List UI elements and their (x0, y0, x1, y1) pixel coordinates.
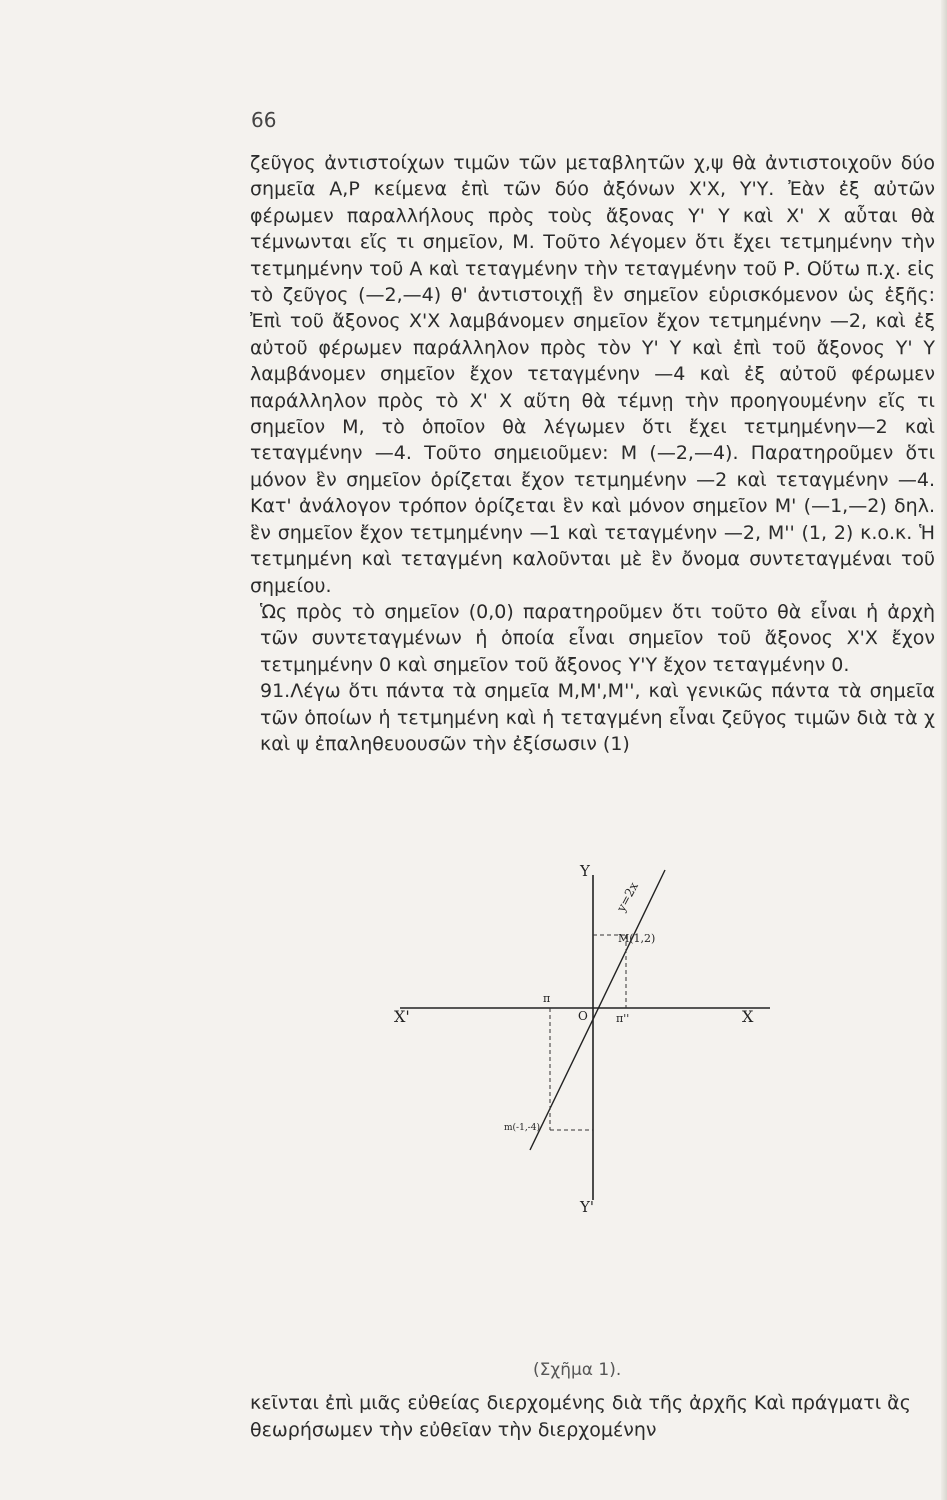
label-origin: O (578, 1009, 588, 1023)
label-pi-right: π'' (616, 1012, 630, 1025)
label-x-left: X' (394, 1007, 410, 1026)
label-y-bottom: Y' (580, 1198, 595, 1216)
label-line: y=2x (613, 879, 641, 915)
page-number: 66 (251, 108, 277, 132)
label-point-lower: m(-1,-4) (504, 1123, 540, 1133)
page-edge-shadow (941, 0, 947, 1500)
label-x-right: X (742, 1007, 754, 1026)
coordinate-figure (380, 850, 790, 1220)
paragraph-3: 91.Λέγω ὅτι πάντα τὰ σημεῖα Μ,Μ',Μ'', καὶ γενικῶς πάντα τὰ σημεῖα τῶν ὁποίων ἡ τετμημένη καὶ ἡ τεταγμένη εἶναι ζεῦγος τιμῶν διὰ τὰ χ καὶ ψ ἐπαληθευουσῶν τὴν ἐξίσωσιν (1) (260, 680, 935, 755)
label-y-top: Y (580, 862, 590, 880)
paragraph-1: ζεῦγος ἀντιστοίχων τιμῶν τῶν μεταβλητῶν χ,ψ θὰ ἀντιστοιχοῦν δύο σημεῖα Α,Ρ κείμενα ἐπὶ τῶν δύο ἀξόνων Χ'Χ, Υ'Υ. Ἐὰν ἐξ αὐτῶν φέρωμεν παραλλήλους πρὸς τοὺς ἄξονας Υ' Υ καὶ Χ' Χ αὗται θὰ τέμνωνται εἴς τι σημεῖον, Μ. Τοῦτο λέγομεν ὅτι ἔχει τετμημένην τὴν τετμημένην τοῦ Α καὶ τεταγμένην τὴν τεταγμένην τοῦ Ρ. Οὕτω π.χ. εἰς τὸ ζεῦγος (—2,—4) θ' ἀντιστοιχῇ ἓν σημεῖον εὑρισκόμενον ὡς ἑξῆς: Ἐπὶ τοῦ ἄξονος Χ'Χ λαμβάνομεν σημεῖον ἔχον τετμημένην —2, καὶ ἐξ αὐτοῦ φέρωμεν παράλληλον πρὸς τὸν Υ' Υ καὶ ἐπὶ τοῦ ἄξονος Υ' Υ λαμβάνομεν σημεῖον ἔχον τεταγμένην —4 καὶ ἐξ αὐτοῦ φέρωμεν παράλληλον πρὸς τὸ Χ' Χ αὕτη θὰ τέμνῃ τὴν προηγουμένην εἴς τι σημεῖον Μ, τὸ ὁποῖον θὰ λέγωμεν ὅτι ἔχει τετμημένην—2 καὶ τεταγμένην —4. Τοῦτο σημειοῦμεν: Μ (—2,—4). Παρατηροῦμεν ὅτι μόνον ἓν σημεῖον ὁρίζεται ἔχον τετμημένην —2 καὶ τεταγμένην —4. Κατ' ἀνάλογον τρόπον ὁρίζεται ἓν καὶ μόνον σημεῖον Μ' (—1,—2) δηλ. ἓν σημεῖον ἔχον τετμημένην —1 καὶ τεταγμένην —2, Μ'' (1, 2) κ.ο.κ. Ἡ τετμημένη καὶ τεταγμένη καλοῦνται μὲ ἓν ὄνομα συντεταγμέναι τοῦ σημείου. (250, 152, 935, 597)
label-pi-left: π (543, 992, 551, 1005)
figure-caption: (Σχῆμα 1). (533, 1360, 622, 1380)
tail-text: κεῖνται ἐπὶ μιᾶς εὐθείας διερχομένης διὰ τῆς ἀρχῆς Καὶ πράγματι ἂς θεωρήσωμεν τὴν εὐθεῖαν τὴν διερχομένην (250, 1392, 911, 1441)
body-text (250, 150, 935, 757)
paragraph-2: Ὡς πρὸς τὸ σημεῖον (0,0) παρατηροῦμεν ὅτι τοῦτο θὰ εἶναι ἡ ἀρχὴ τῶν συντεταγμένων ἡ ὁποία εἶναι σημεῖον τοῦ ἄξονος Χ'Χ ἔχον τετμημένην 0 καὶ σημεῖον τοῦ ἄξονος Υ'Υ ἔχον τεταγμένην 0. (260, 600, 935, 676)
label-point-upper: M(1,2) (618, 932, 656, 945)
